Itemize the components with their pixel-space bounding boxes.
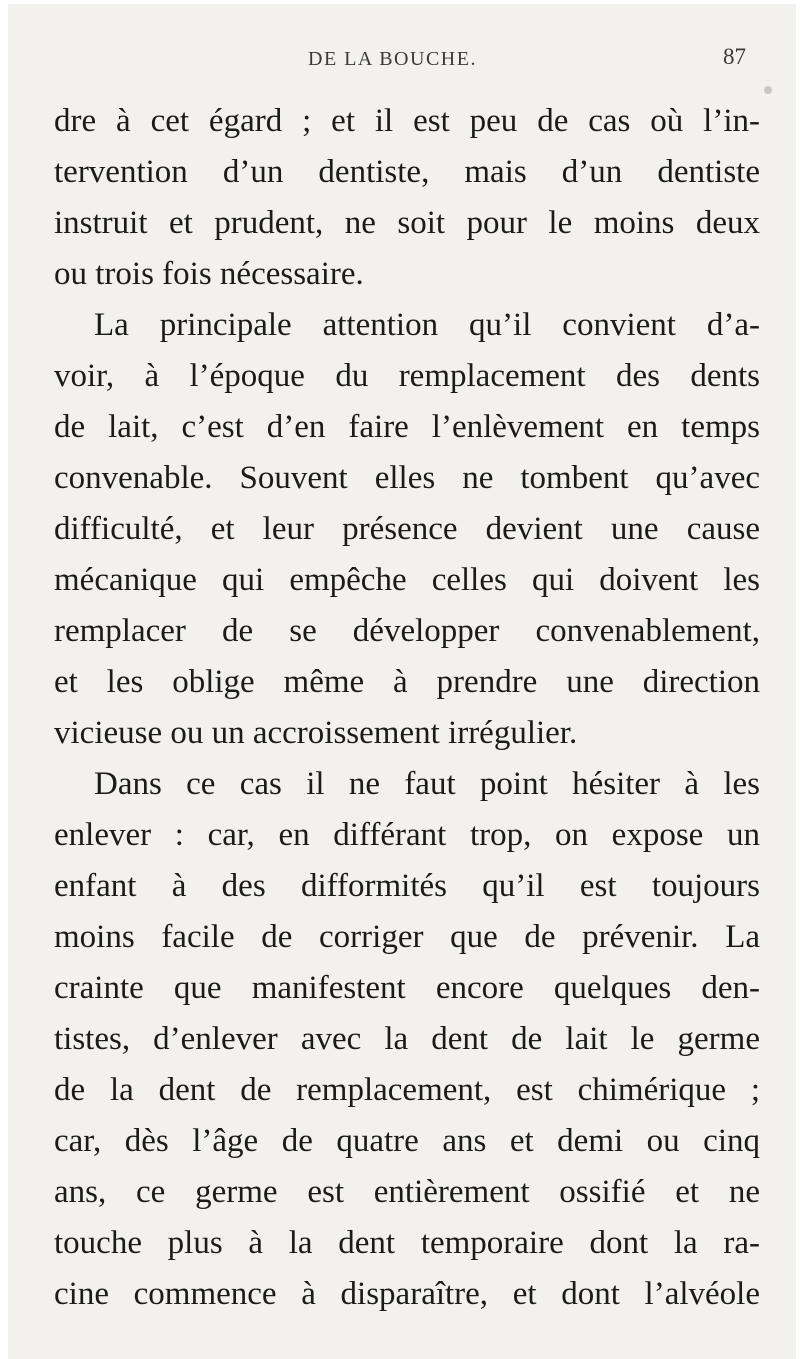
text-line: moins facile de corriger que de prévenir. La: [54, 919, 760, 955]
text-line: touche plus à la dent temporaire dont la ra-: [54, 1225, 760, 1261]
paper-speck: [764, 86, 772, 94]
text-line: La principale attention qu’il convient d’a-: [94, 307, 760, 343]
text-line: vicieuse ou un accroissement irrégulier.: [54, 715, 578, 751]
body-text: [54, 96, 760, 1320]
text-line: convenable. Souvent elles ne tombent qu’avec: [54, 460, 760, 496]
text-line: tervention d’un dentiste, mais d’un dentiste: [54, 154, 760, 190]
text-line: enfant à des difformités qu’il est toujours: [54, 868, 760, 904]
text-line: cine commence à disparaître, et dont l’alvéole: [54, 1276, 760, 1312]
text-line: crainte que manifestent encore quelques den-: [54, 970, 760, 1006]
text-line: ans, ce germe est entièrement ossifié et ne: [54, 1174, 760, 1210]
text-line: voir, à l’époque du remplacement des dents: [54, 358, 760, 394]
text-line: instruit et prudent, ne soit pour le moins deux: [54, 205, 760, 241]
text-line: mécanique qui empêche celles qui doivent les: [54, 562, 760, 598]
page-number: 87: [723, 44, 746, 69]
text-line: Dans ce cas il ne faut point hésiter à les: [94, 766, 760, 802]
text-line: enlever : car, en différant trop, on expose un: [54, 817, 760, 853]
text-line: tistes, d’enlever avec la dent de lait le germe: [54, 1021, 760, 1057]
text-line: de lait, c’est d’en faire l’enlèvement en temps: [54, 409, 760, 445]
text-line: dre à cet égard ; et il est peu de cas où l’in-: [54, 103, 760, 139]
text-line: ou trois fois nécessaire.: [54, 256, 364, 292]
running-title: DE LA BOUCHE.: [308, 48, 477, 70]
text-line: de la dent de remplacement, est chimérique ;: [54, 1072, 760, 1108]
text-line: difficulté, et leur présence devient une cause: [54, 511, 760, 547]
text-line: car, dès l’âge de quatre ans et demi ou cinq: [54, 1123, 760, 1159]
text-line: et les oblige même à prendre une direction: [54, 664, 760, 700]
text-line: remplacer de se développer convenablement,: [54, 613, 760, 649]
